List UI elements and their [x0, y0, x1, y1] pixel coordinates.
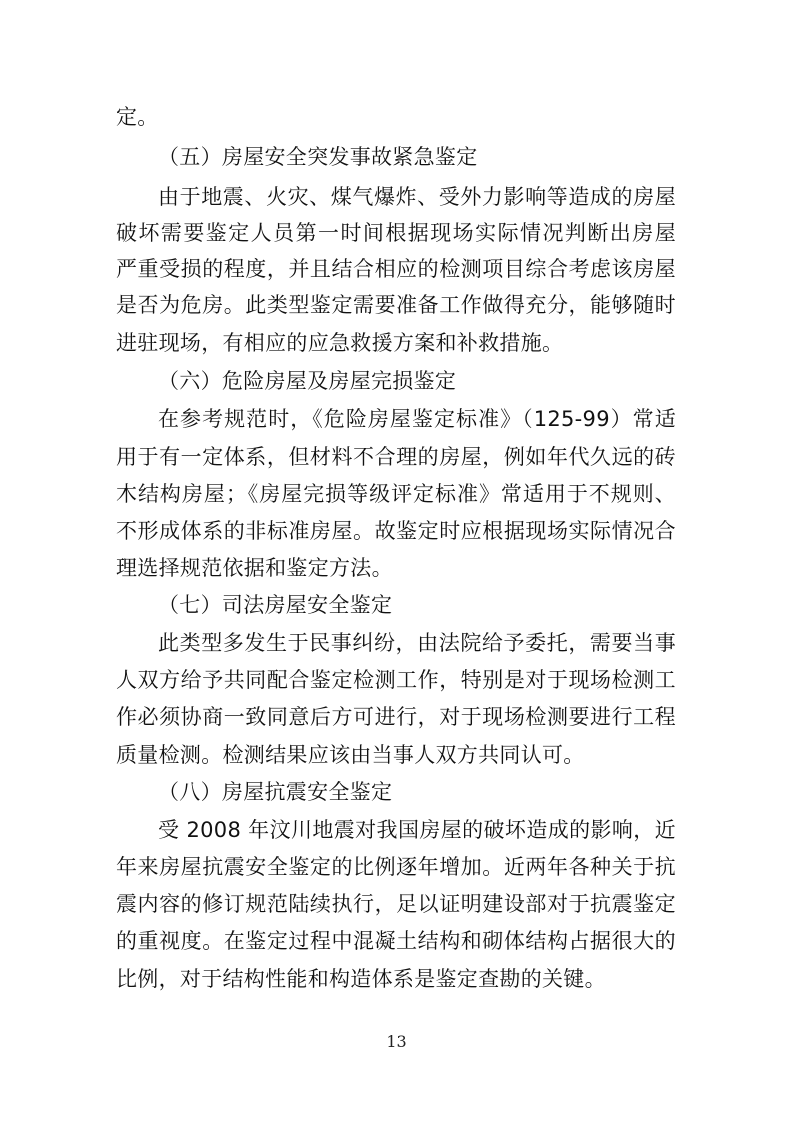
paragraph-line: 用于有一定体系，但材料不合理的房屋，例如年代久远的砖 [116, 445, 676, 469]
paragraph-line: 比例，对于结构性能和构造体系是鉴定查勘的关键。 [116, 967, 606, 991]
paragraph-line: 人双方给予共同配合鉴定检测工作，特别是对于现场检测工 [116, 668, 676, 692]
paragraph-line: 作必须协商一致同意后方可进行，对于现场检测要进行工程 [116, 705, 676, 729]
paragraph-line: 质量检测。检测结果应该由当事人双方共同认可。 [116, 743, 585, 767]
paragraph-line: 严重受损的程度，并且结合相应的检测项目综合考虑该房屋 [116, 257, 676, 281]
paragraph-line: 年来房屋抗震安全鉴定的比例逐年增加。近两年各种关于抗 [116, 855, 676, 879]
paragraph-line: 理选择规范依据和鉴定方法。 [116, 556, 393, 580]
paragraph-line: 进驻现场，有相应的应急救援方案和补救措施。 [116, 331, 564, 355]
paragraph-line: 是否为危房。此类型鉴定需要准备工作做得充分，能够随时 [116, 293, 676, 317]
page-number: 13 [386, 1032, 407, 1051]
paragraph-line: 受 2008 年汶川地震对我国房屋的破坏造成的影响，近 [158, 818, 676, 842]
section-heading: （七）司法房屋安全鉴定 [158, 593, 393, 617]
section-heading: （五）房屋安全突发事故紧急鉴定 [158, 145, 478, 169]
paragraph-line: 不形成体系的非标准房屋。故鉴定时应根据现场实际情况合 [116, 519, 676, 543]
paragraph-line: 定。 [116, 105, 159, 129]
paragraph-line: 此类型多发生于民事纠纷，由法院给予委托，需要当事 [158, 631, 676, 655]
paragraph-line: 在参考规范时，《危险房屋鉴定标准》（125-99）常适 [158, 407, 676, 431]
paragraph-line: 震内容的修订规范陆续执行，足以证明建设部对于抗震鉴定 [116, 892, 676, 916]
section-heading: （六）危险房屋及房屋完损鉴定 [158, 369, 457, 393]
paragraph-line: 的重视度。在鉴定过程中混凝土结构和砌体结构占据很大的 [116, 929, 676, 953]
section-heading: （八）房屋抗震安全鉴定 [158, 780, 393, 804]
paragraph-line: 木结构房屋；《房屋完损等级评定标准》常适用于不规则、 [116, 482, 676, 506]
paragraph-line: 破坏需要鉴定人员第一时间根据现场实际情况判断出房屋 [116, 221, 676, 245]
paragraph-line: 由于地震、火灾、煤气爆炸、受外力影响等造成的房屋 [158, 185, 676, 209]
